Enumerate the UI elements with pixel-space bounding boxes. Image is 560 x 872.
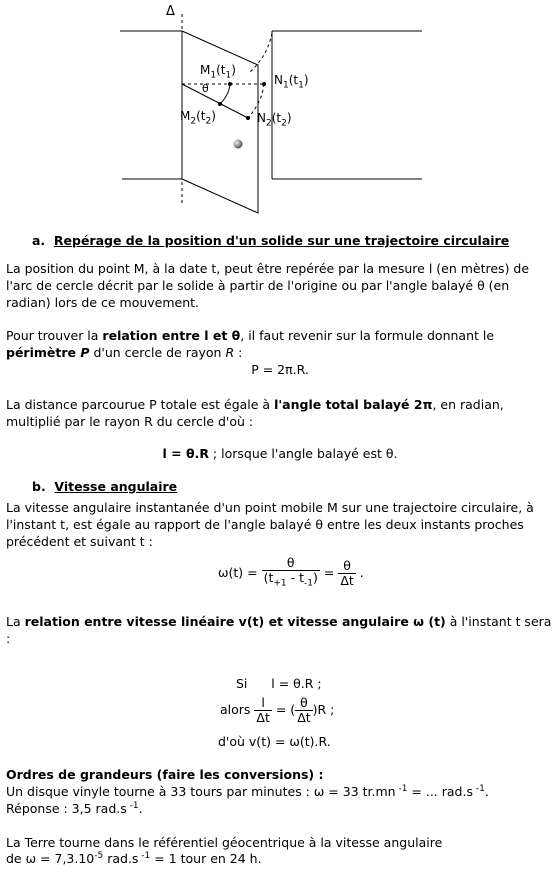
orders-line-1: Un disque vinyle tourne à 33 tours par minutes : ω = 33 tr.mn $^{-1}$ = ... rad.s $^{-1}$.: [6, 784, 489, 800]
section-a-paragraph-2: Pour trouver la relation entre l et θ, il faut revenir sur la formule donnant le périmètre P d'un cercle de rayon R :: [6, 328, 495, 360]
section-a-heading: [32, 233, 509, 248]
ball-icon: [234, 140, 243, 149]
point-m1: [228, 82, 232, 86]
section-b-paragraph-2: La relation entre vitesse linéaire v(t) et vitesse angulaire ω (t) à l'instant t sera :: [6, 614, 552, 646]
label-m1: $M_1(t_1)$: [200, 63, 236, 81]
fraction-l-dt: $\frac{l}{\Delta t}$: [256, 695, 270, 725]
section-b-label: b.: [32, 479, 46, 494]
orders-line-4: de $\omega = 7,3.10^{-5}$ rad.s $^{-1}$ = 1 tour en 24 h.: [6, 851, 262, 867]
fraction-theta-dt-2: $\frac{\theta}{\Delta t}$: [297, 695, 311, 725]
section-b-title: Vitesse angulaire: [54, 479, 178, 494]
point-m2: [218, 102, 222, 106]
orders-line-3: La Terre tourne dans le référentiel géocentrique à la vitesse angulaire: [6, 835, 443, 850]
label-theta: θ: [202, 82, 209, 95]
angular-velocity-formula: ω(t) = $\frac{\theta}{(t_{+1} - t_{-1})}$ = $\frac{\theta}{\Delta t}$ .: [218, 555, 364, 589]
label-n2: $N_2(t_2)$: [257, 111, 292, 129]
section-a-paragraph-3: La distance parcourue P totale est égale à l'angle total balayé 2π, en radian, multiplié par le rayon R du cercle d'où :: [6, 397, 504, 429]
relation-dou: d'où v(t) = ω(t).R.: [218, 734, 331, 749]
label-m2: $M_2(t_2)$: [180, 109, 216, 127]
relation-si: Si l = θ.R ;: [236, 676, 322, 691]
rotating-door-diagram: [0, 0, 560, 215]
fraction-theta-dt: $\frac{\theta}{\Delta t}$: [340, 557, 354, 588]
fraction-theta-interval: $\frac{\theta}{(t_{+1} - t_{-1})}$: [263, 555, 318, 589]
theta-arc: [220, 84, 230, 104]
arc-length-formula: l = θ.R ; lorsque l'angle balayé est θ.: [162, 446, 398, 461]
orders-line-2: Réponse : 3,5 rad.s $^{-1}$.: [6, 801, 143, 817]
section-b-paragraph-1: La vitesse angulaire instantanée d'un point mobile M sur une trajectoire circulaire, à l'instant t, est égale au rapport de l'angle balayé θ entre les deux instants proches précédent et suivant t :: [6, 500, 534, 549]
axis-label: Δ: [166, 4, 175, 19]
arc-dashed: [250, 33, 272, 72]
relation-alors: alors $\frac{l}{\Delta t}$ = ( $\frac{\theta}{\Delta t}$ )R ;: [220, 695, 335, 725]
section-a-paragraph-1: La position du point M, à la date t, peut être repérée par la mesure l (en mètres) de l'arc de cercle décrit par le solide à partir de l'origine ou par l'angle balayé θ (en radian) lors de ce mouvement.: [6, 261, 530, 310]
section-b-heading: [32, 479, 177, 494]
point-n2: [246, 116, 250, 120]
section-a-label: a.: [32, 233, 46, 248]
label-n1: $N_1(t_1)$: [274, 73, 309, 91]
section-a-title: Repérage de la position d'un solide sur une trajectoire circulaire: [53, 233, 510, 248]
orders-title: Ordres de grandeurs (faire les conversions) :: [6, 767, 324, 782]
point-n1: [262, 82, 266, 86]
perimeter-formula: P = 2π.R.: [251, 362, 309, 377]
